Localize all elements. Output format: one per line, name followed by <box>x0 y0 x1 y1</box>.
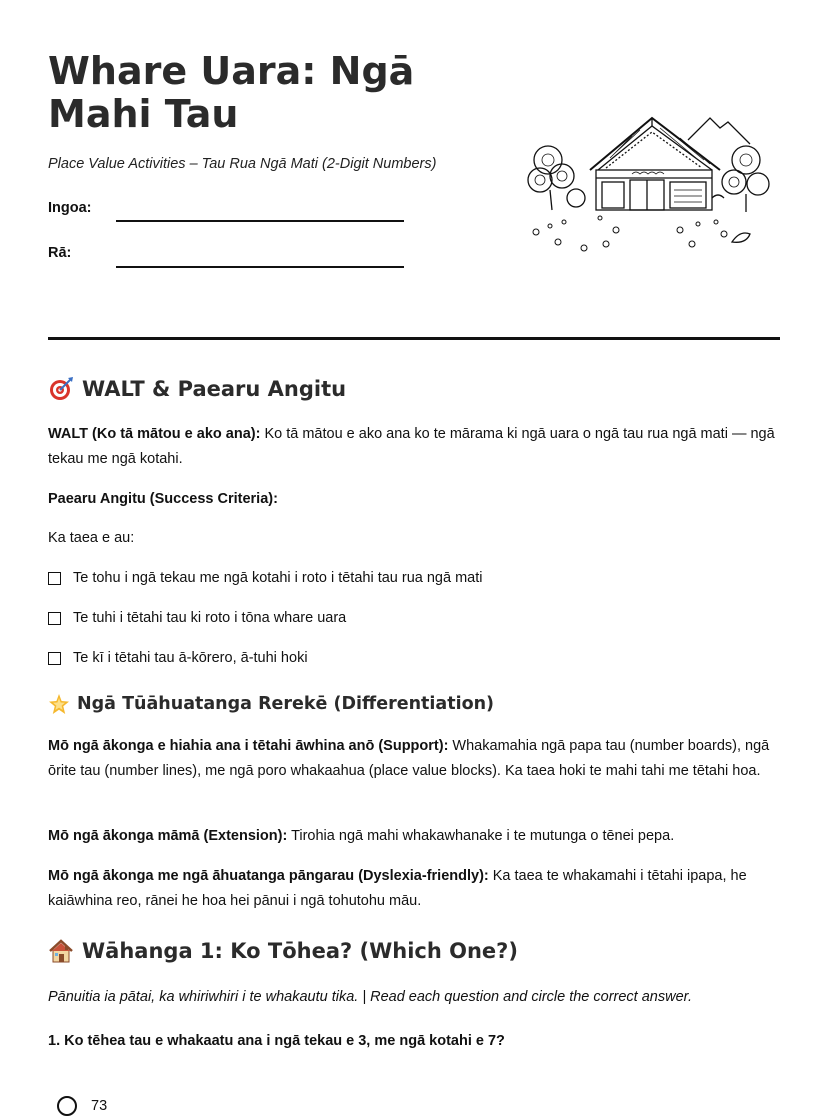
wharenui-illustration <box>520 110 772 260</box>
differentiation-heading: Ngā Tūāhuatanga Rerekē (Differentiation) <box>48 693 494 715</box>
date-label: Rā: <box>48 245 72 261</box>
criteria-item: Te kī i tētahi tau ā-kōrero, ā-tuhi hoki <box>48 650 308 666</box>
section1-instructions: Pānuitia ia pātai, ka whiriwhiri i te whakautu tika. | Read each question and circle the correct answer. <box>48 989 692 1005</box>
section1-heading: Wāhanga 1: Ko Tōhea? (Which One?) <box>48 938 518 964</box>
criteria-item: Te tuhi i tētahi tau ki roto i tōna whare uara <box>48 610 346 626</box>
answer-option-label: 73 <box>91 1098 108 1114</box>
checkbox[interactable] <box>48 612 61 625</box>
radio-circle[interactable] <box>57 1096 77 1116</box>
checkbox[interactable] <box>48 572 61 585</box>
star-icon <box>48 693 70 715</box>
date-field[interactable] <box>116 266 404 268</box>
page-subtitle: Place Value Activities – Tau Rua Ngā Mati (2-Digit Numbers) <box>48 156 437 172</box>
dyslexia-paragraph: Mō ngā ākonga me ngā āhuatanga pāngarau (Dyslexia-friendly): Ka taea te whakamahi i tētahi ipapa, he kaiāwhina reo, rānei he hoa hei pānui i ngā tohutohu māu. <box>48 868 747 909</box>
question-1: 1. Ko tēhea tau e whakaatu ana i ngā tekau e 3, me ngā kotahi e 7? <box>48 1033 505 1049</box>
name-field[interactable] <box>116 220 404 222</box>
criteria-item: Te tohu i ngā tekau me ngā kotahi i roto i tētahi tau rua ngā mati <box>48 570 482 586</box>
target-icon <box>48 376 74 402</box>
header-divider <box>48 337 780 340</box>
criteria-intro: Ka taea e au: <box>48 530 135 546</box>
walt-paragraph: WALT (Ko tā mātou e ako ana): Ko tā mātou e ako ana ko te mārama ki ngā uara o ngā tau rua ngā mati — ngā tekau me ngā kotahi. <box>48 426 775 467</box>
support-paragraph: Mō ngā ākonga e hiahia ana i tētahi āwhina anō (Support): Whakamahia ngā papa tau (number boards), ngā ōrite tau (number lines), me ngā poro whakaahua (place value blocks). Ka taea hoki te mahi tahi me tētahi hoa. <box>48 738 770 779</box>
criteria-label: Paearu Angitu (Success Criteria): <box>48 491 278 507</box>
answer-option[interactable] <box>57 1096 107 1116</box>
page-title: Whare Uara: Ngā Mahi Tau <box>48 49 415 136</box>
name-label: Ingoa: <box>48 200 92 216</box>
checkbox[interactable] <box>48 652 61 665</box>
house-icon <box>48 938 74 964</box>
walt-heading: WALT & Paearu Angitu <box>48 376 346 402</box>
extension-paragraph: Mō ngā ākonga māmā (Extension): Tirohia ngā mahi whakawhanake i te mutunga o tēnei pepa. <box>48 828 675 844</box>
